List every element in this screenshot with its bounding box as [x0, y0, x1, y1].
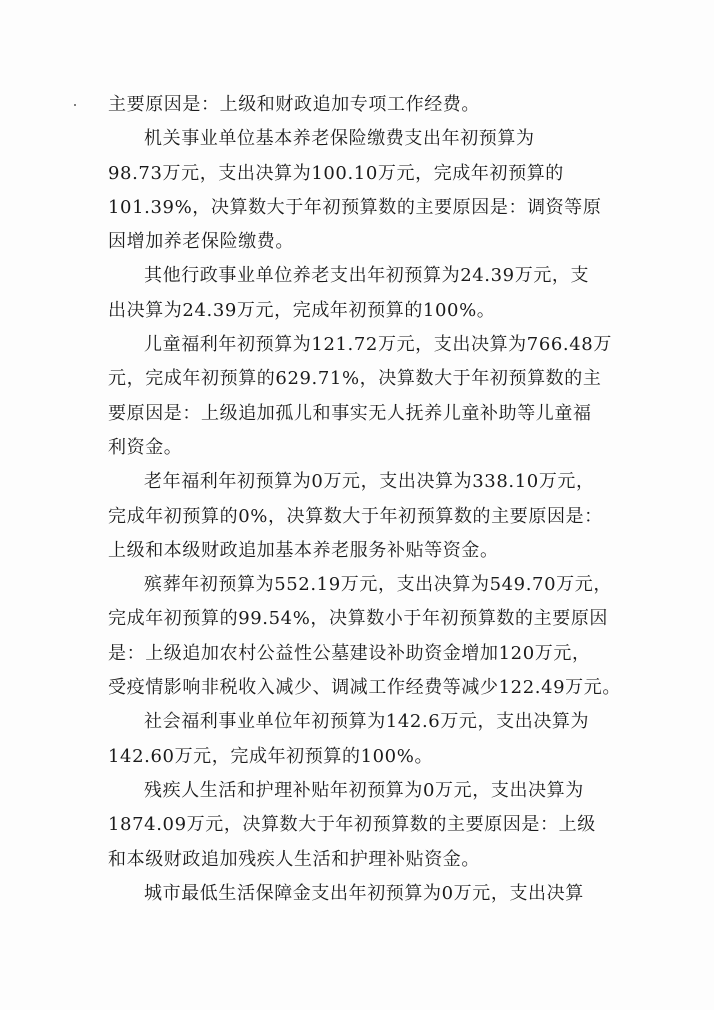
text-line: 残疾人生活和护理补贴年初预算为0万元，支出决算为 [144, 779, 584, 801]
text-line: 98.73万元，支出决算为100.10万元，完成年初预算的 [108, 162, 564, 184]
text-line: 主要原因是：上级和财政追加专项工作经费。 [108, 94, 480, 115]
text-line: 因增加养老保险缴费。 [108, 231, 294, 253]
text-line: 城市最低生活保障金支出年初预算为0万元，支出决算 [144, 882, 584, 904]
text-line: 机关事业单位基本养老保险缴费支出年初预算为 [144, 128, 535, 150]
text-line: 要原因是：上级追加孤儿和事实无人抚养儿童补助等儿童福 [108, 402, 592, 424]
text-line: 出决算为24.39万元，完成年初预算的100%。 [108, 299, 496, 321]
text-line: 社会福利事业单位年初预算为142.6万元，支出决算为 [144, 711, 590, 733]
text-line: 元，完成年初预算的629.71%，决算数大于年初预算数的主 [108, 368, 602, 390]
text-line: 儿童福利年初预算为121.72万元，支出决算为766.48万 [144, 334, 612, 356]
text-line: 101.39%，决算数大于年初预算数的主要原因是：调资等原 [108, 196, 602, 218]
text-line: 1874.09万元，决算数大于年初预算数的主要原因是：上级 [108, 814, 596, 836]
text-line: 老年福利年初预算为0万元，支出决算为338.10万元， [144, 471, 595, 493]
text-line: 是：上级追加农村公益性公墓建设补助资金增加120万元， [108, 642, 591, 664]
text-line: 完成年初预算的99.54%，决算数小于年初预算数的主要原因 [108, 608, 609, 630]
scan-speck [74, 104, 76, 106]
text-line: 其他行政事业单位养老支出年初预算为24.39万元，支 [144, 265, 590, 287]
text-line: 完成年初预算的0%，决算数大于年初预算数的主要原因是： [108, 505, 603, 527]
text-line: 殡葬年初预算为552.19万元，支出决算为549.70万元， [144, 574, 612, 596]
text-line: 利资金。 [108, 436, 183, 458]
text-line: 142.60万元，完成年初预算的100%。 [108, 745, 434, 767]
document-body [108, 88, 621, 911]
text-line: 上级和本级财政追加基本养老服务补贴等资金。 [108, 539, 499, 561]
text-line: 受疫情影响非税收入减少、调减工作经费等减少122.49万元。 [108, 677, 621, 699]
text-line: 和本级财政追加残疾人生活和护理补贴资金。 [108, 848, 480, 870]
